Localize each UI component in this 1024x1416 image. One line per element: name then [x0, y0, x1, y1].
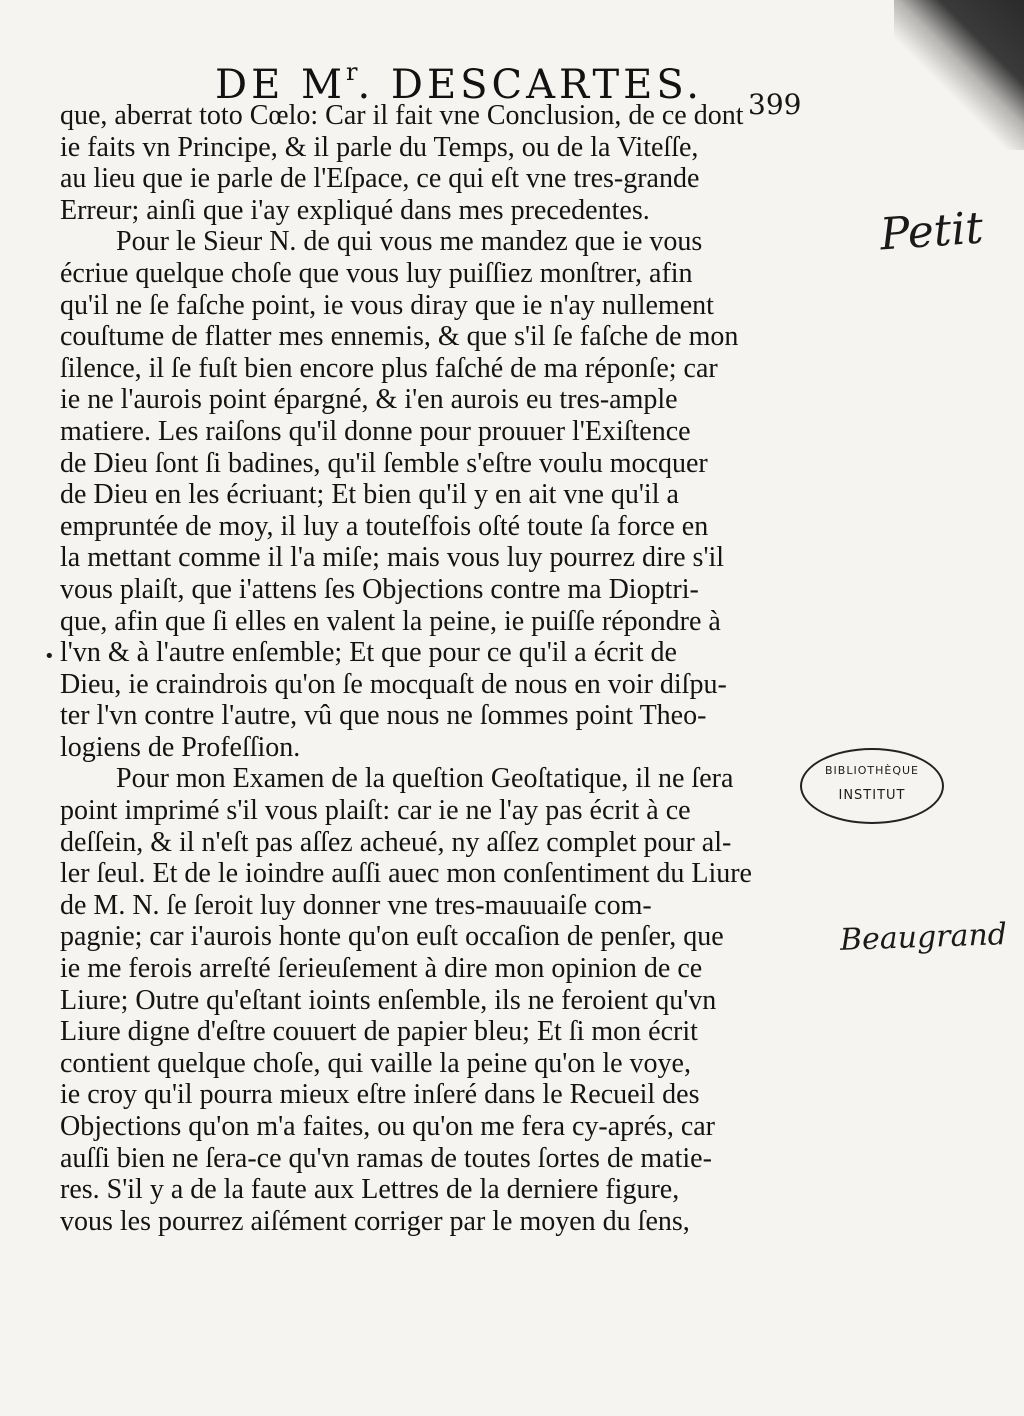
running-head-pre: DE M [215, 62, 346, 108]
text-line: ie ne l'aurois point épargné, & i'en aurois eu tres-ample [60, 384, 678, 416]
text-line: ie faits vn Principe, & il parle du Temps, ou de la Viteſſe, [60, 131, 699, 163]
text-line: Erreur; ainſi que i'ay expliqué dans mes precedentes. [60, 194, 650, 226]
text-line: ie croy qu'il pourra mieux eſtre inſeré dans le Recueil des [60, 1079, 700, 1111]
text-line: au lieu que ie parle de l'Eſpace, ce qui eſt vne tres-grande [60, 163, 700, 195]
library-stamp [800, 748, 944, 824]
text-line: Liure digne d'eſtre couuert de papier bleu; Et ſi mon écrit [60, 1016, 698, 1048]
text-line: de M. N. ſe ſeroit luy donner vne tres-mauuaiſe com- [60, 889, 652, 921]
text-line: de Dieu ſont ſi badines, qu'il ſemble s'eſtre voulu mocquer [60, 447, 708, 479]
text-line: Pour le Sieur N. de qui vous me mandez que ie vous [116, 226, 703, 258]
text-line: res. S'il y a de la faute aux Lettres de la derniere figure, [60, 1174, 680, 1206]
text-line: Pour mon Examen de la queſtion Geoſtatique, il ne ſera [116, 763, 734, 795]
running-head-post: . DESCARTES. [357, 62, 704, 108]
page-number: 399 [748, 88, 802, 121]
marginal-note-beaugrand: Beaugrand [839, 917, 1008, 958]
text-line: vous les pourrez aiſément corriger par le moyen du ſens, [60, 1205, 690, 1237]
text-line: deſſein, & il n'eſt pas aſſez acheué, ny aſſez complet pour al- [60, 826, 732, 858]
body-text [60, 100, 830, 1237]
text-line: Dieu, ie craindrois qu'on ſe mocquaſt de nous en voir diſpu- [60, 668, 727, 700]
text-line: l'vn & à l'autre enſemble; Et que pour ce qu'il a écrit de [60, 637, 677, 669]
text-line: qu'il ne ſe faſche point, ie vous diray que ie n'ay nullement [60, 289, 714, 321]
text-line: Objections qu'on m'a faites, ou qu'on me fera cy-aprés, car [60, 1111, 716, 1142]
text-line: pagnie; car i'aurois honte qu'on euſt occaſion de penſer, que [60, 921, 724, 953]
text-line: Liure; Outre qu'eſtant ioints enſemble, ils ne feroient qu'vn [60, 984, 717, 1016]
text-line: contient quelque choſe, qui vaille la peine qu'on le voye, [60, 1047, 691, 1079]
text-line: vous plaiſt, que i'attens ſes Objections contre ma Dioptri- [60, 573, 699, 605]
text-line: couſtume de flatter mes ennemis, & que s'il ſe faſche de mon [60, 321, 739, 353]
text-line: matiere. Les raiſons qu'il donne pour prouuer l'Exiſtence [60, 415, 691, 447]
text-line: ler ſeul. Et de le ioindre auſſi auec mon conſentiment du Liure [60, 858, 752, 890]
text-line: écriue quelque choſe que vous luy puiſſiez monſtrer, afin [60, 257, 693, 289]
page-corner-shadow [894, 0, 1024, 150]
text-line: de Dieu en les écriuant; Et bien qu'il y en ait vne qu'il a [60, 479, 679, 511]
stamp-line-1: BIBLIOTHÈQUE [825, 764, 919, 777]
text-line: logiens de Profeſſion. [60, 731, 301, 763]
text-line: ſilence, il ſe fuſt bien encore plus faſché de ma réponſe; car [60, 352, 718, 384]
text-line: que, afin que ſi elles en valent la peine, ie puiſſe répondre à [60, 605, 721, 637]
running-head-sup: r [345, 58, 358, 86]
text-line: ter l'vn contre l'autre, vû que nous ne ſommes point Theo- [60, 700, 707, 732]
text-line: point imprimé s'il vous plaiſt: car ie ne l'ay pas écrit à ce [60, 795, 691, 827]
text-line: la mettant comme il l'a miſe; mais vous luy pourrez dire s'il [60, 542, 725, 574]
text-line: empruntée de moy, il luy a touteſfois oſté toute ſa force en [60, 510, 709, 542]
text-line: ie me ferois arreſté ſerieuſement à dire mon opinion de ce [60, 953, 703, 985]
marginal-note-petit: Petit [878, 202, 985, 261]
text-line: que, aberrat toto Cœlo: Car il fait vne Conclusion, de ce dont [60, 100, 744, 131]
stamp-line-2: INSTITUT [838, 788, 906, 803]
text-line: auſſi bien ne ſera-ce qu'vn ramas de toutes ſortes de matie- [60, 1142, 712, 1174]
margin-bullet: • [44, 646, 55, 667]
